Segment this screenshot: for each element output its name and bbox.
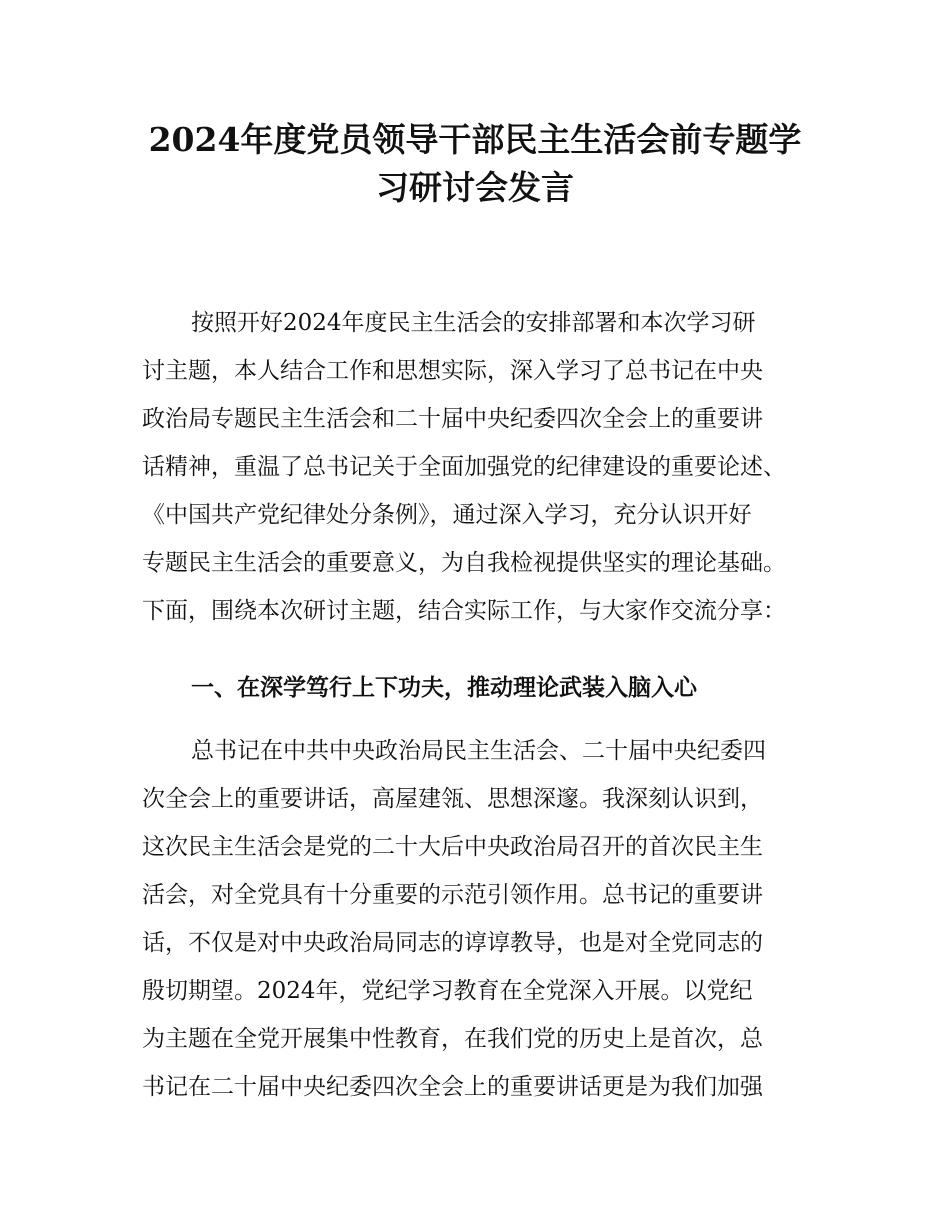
paragraph-1-line-1: 按照开好2024年度民主生活会的安排部署和本次学习研: [191, 310, 756, 336]
paragraph-2-line-7: 为主题在全党开展集中性教育，在我们党的历史上是首次，总: [142, 1026, 763, 1052]
document-title-line-2: 习研讨会发言: [376, 168, 574, 207]
paragraph-1-line-3: 政治局专题民主生活会和二十届中央纪委四次全会上的重要讲: [142, 406, 763, 432]
paragraph-1-line-5: 《中国共产党纪律处分条例》，通过深入学习，充分认识开好: [142, 502, 752, 528]
paragraph-2-line-4: 活会，对全党具有十分重要的示范引领作用。总书记的重要讲: [142, 882, 763, 908]
paragraph-2-line-2: 次全会上的重要讲话，高屋建瓴、思想深邃。我深刻认识到，: [142, 786, 763, 812]
paragraph-2-line-8: 书记在二十届中央纪委四次全会上的重要讲话更是为我们加强: [142, 1074, 763, 1100]
paragraph-2-line-6: 殷切期望。2024年，党纪学习教育在全党深入开展。以党纪: [142, 978, 753, 1004]
paragraph-1-line-4: 话精神，重温了总书记关于全面加强党的纪律建设的重要论述、: [142, 454, 786, 480]
paragraph-2-line-1: 总书记在中共中央政治局民主生活会、二十届中央纪委四: [191, 738, 766, 764]
section-1-heading: 一、在深学笃行上下功夫，推动理论武装入脑入心: [191, 675, 697, 701]
document-title-line-1: 2024年度党员领导干部民主生活会前专题学: [148, 120, 802, 159]
paragraph-1-line-7: 下面，围绕本次研讨主题，结合实际工作，与大家作交流分享：: [142, 598, 786, 624]
paragraph-1-line-6: 专题民主生活会的重要意义，为自我检视提供坚实的理论基础。: [142, 550, 786, 576]
paragraph-2-line-3: 这次民主生活会是党的二十大后中央政治局召开的首次民主生: [142, 834, 763, 860]
paragraph-2-line-5: 话，不仅是对中央政治局同志的谆谆教导，也是对全党同志的: [142, 930, 763, 956]
paragraph-1-line-2: 讨主题，本人结合工作和思想实际，深入学习了总书记在中央: [142, 358, 763, 384]
